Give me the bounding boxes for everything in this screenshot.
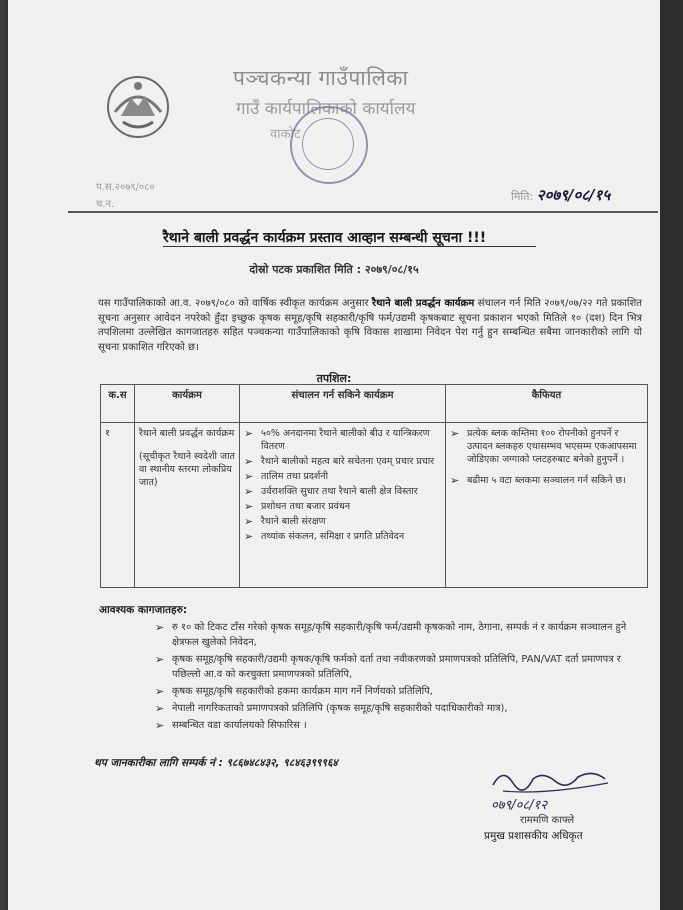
- program-table: [100, 384, 648, 588]
- list-item: ➢ कृषक समूह/कृषि सहकारीको हकमा कार्यक्रम माग गर्ने निर्णयको प्रतिलिपि,: [155, 685, 433, 698]
- list-item: ➢ तथ्यांक संकलन, समिक्षा र प्रगति प्रतिवेदन: [244, 530, 405, 543]
- arrow-bullet-icon: ➢: [155, 719, 165, 732]
- cell-sn: १: [101, 423, 135, 588]
- activities-list: [244, 427, 441, 543]
- list-item: ➢ कृषक समूह/कृषि सहकारी/उद्यमी कृषक/कृषि फर्मको दर्ता तथा नवीकरणको प्रमाणपत्रको प्रतिलिपि, PAN/VAT दर्ता प्रमाणपत्र र पछिल्लो आ.व को करचुक्ता प्रमाणपत्रको प्रतिलिपि,: [155, 653, 621, 680]
- list-item: ➢ प्रत्येक ब्लक कम्तिमा १०० रोपनीको हुनपर्ने र उत्पादन ब्लकहरु एथासम्भव भएसम्म एकआपसमा जोडिएका जग्गाको प्लटहरुबाट बनेको हुनुपर्ने ।: [450, 427, 637, 465]
- col-header-sn: क.स: [101, 385, 135, 423]
- arrow-bullet-icon: ➢: [244, 500, 254, 513]
- program-note: (सूचीकृत रैथाने स्वदेशी जात वा स्थानीय स्तरमा लोकप्रिय जात): [139, 451, 235, 488]
- cell-remarks: [446, 423, 648, 588]
- notice-body-post: संचालन गर्न मिति २०७९/०७/२२ गते प्रकाशित सूचना अनुसार आवेदन नपरेको हुँदा इच्छुक कृषक समूह/कृषि सहकारी/कृषि फर्म/उद्यमी कृषकबाट सूचना प्रकाशन भएको मितिले १० (दश) दिन भित्र तपशिलमा उल्लेखित कागजातहरु सहित पञ्चकन्या गाउँपालिकाको कृषि विकास शाखामा निवेदन पेश गर्नु हुन सम्बन्धित सबैमा जानकारीको लागि यो सूचना प्रकाशित गरिएको छ।: [98, 298, 642, 353]
- table-row: [101, 423, 648, 588]
- arrow-bullet-icon: ➢: [450, 474, 460, 487]
- office-stamp: [290, 106, 368, 184]
- signature-date: ०७९/०८/१२: [491, 798, 548, 813]
- nepal-emblem-logo: [103, 72, 173, 142]
- col-header-program: कार्यक्रम: [135, 385, 240, 423]
- background-edge: [660, 0, 683, 910]
- list-item: ➢ ५०% अनदानमा रैथाने बालीको बीउ र यान्त्रिकरण वितरण: [244, 427, 430, 452]
- ref-number: प.स.२०७९/०८०: [96, 182, 155, 193]
- documents-list: [155, 620, 647, 735]
- office-name: गाउँ कार्यपालिकाको कार्यालय: [236, 99, 416, 119]
- table-header-row: [101, 385, 648, 423]
- arrow-bullet-icon: ➢: [244, 530, 254, 543]
- list-item: ➢ उर्वराशक्ति सुधार तथा रैथाने बाली क्षेत्र विस्तार: [244, 485, 418, 498]
- notice-title: रैथाने बाली प्रवर्द्धन कार्यक्रम प्रस्ताव आव्हान सम्बन्धी सूचना !!!: [163, 230, 487, 246]
- office-stamp-inner: [302, 118, 354, 170]
- arrow-bullet-icon: ➢: [244, 455, 254, 468]
- arrow-bullet-icon: ➢: [155, 702, 165, 715]
- notice-body: [98, 297, 642, 355]
- arrow-bullet-icon: ➢: [244, 470, 254, 483]
- notice-body-pre: यस गाउँपालिकाको आ.व. २०७९/०८० को वार्षिक स्वीकृत कार्यक्रम अनुसार: [98, 298, 373, 309]
- municipality-name: पञ्चकन्या गाउँपालिका: [233, 66, 409, 90]
- date-value: २०७९/०८/१५: [536, 186, 611, 204]
- notice-body-program: रैथाने बाली प्रवर्द्धन कार्यक्रम: [372, 298, 475, 309]
- header-divider: [68, 211, 658, 213]
- appendix-title: तपशिल:: [316, 372, 352, 385]
- documents-heading: आवश्यक कागजातहरु:: [99, 604, 188, 616]
- arrow-bullet-icon: ➢: [155, 621, 165, 634]
- program-name: रैथाने बाली प्रवर्द्धन कार्यक्रम: [139, 428, 235, 439]
- list-item: ➢ रैथाने बालीको महत्व बारे सचेतना एवम् प्रचार प्रचार: [244, 455, 435, 468]
- office-address: वाकोट: [270, 127, 301, 142]
- contact-numbers: थप जानकारीका लागि सम्पर्क नं : ९८६७४८४३२, ९८४६३९९९६४: [94, 757, 338, 769]
- signatory-name: राममणि काफ्ले: [520, 815, 575, 826]
- list-item: ➢ प्रशोधन तथा बजार प्रवंधन: [244, 500, 351, 513]
- notice-title-underline: [163, 246, 536, 247]
- cell-program: [135, 423, 240, 588]
- notice-date: [511, 185, 610, 205]
- arrow-bullet-icon: ➢: [244, 485, 254, 498]
- arrow-bullet-icon: ➢: [244, 427, 254, 440]
- date-label: मिति:: [511, 190, 534, 203]
- list-item: ➢ बढीमा ५ वटा ब्लकमा सञ्चालन गर्न सकिने छ।: [450, 474, 626, 487]
- notice-paper: [8, 0, 660, 910]
- arrow-bullet-icon: ➢: [244, 515, 254, 528]
- arrow-bullet-icon: ➢: [155, 685, 165, 698]
- list-item: ➢ रैथाने बाली संरक्षण: [244, 515, 326, 528]
- signatory-title: प्रमुख प्रशासकीय अधिकृत: [484, 830, 583, 842]
- col-header-remarks: कैफियत: [446, 385, 648, 423]
- arrow-bullet-icon: ➢: [155, 653, 165, 666]
- cell-activities: [240, 423, 446, 588]
- list-item: ➢ रु १० को टिकट टाँस गरेको कृषक समूह/कृषि सहकारी/कृषि फर्म/उद्यमी कृषकको नाम, ठेगाना, सम्पर्क नं र कार्यक्रम सञ्चालन हुने क्षेत्रफल खुलेको निवेदन,: [155, 621, 627, 648]
- list-item: ➢ तालिम तथा प्रदर्शनी: [244, 470, 329, 483]
- dispatch-number: च.न.: [96, 199, 115, 210]
- second-publication-date: दोस्रो पटक प्रकाशित मिति : २०७९/०८/१५: [249, 263, 419, 276]
- col-header-activities: संचालन गर्न सकिने कार्यक्रम: [240, 385, 446, 423]
- remarks-list: [450, 427, 643, 487]
- list-item: ➢ नेपाली नागरिकताको प्रमाणपत्रको प्रतिलिपि (कृषक समूह/कृषि सहकारीको पदाधिकारीको मात्र),: [155, 702, 508, 715]
- list-item: ➢ सम्बन्धित वडा कार्यालयको सिफारिस ।: [155, 719, 307, 732]
- arrow-bullet-icon: ➢: [450, 427, 460, 440]
